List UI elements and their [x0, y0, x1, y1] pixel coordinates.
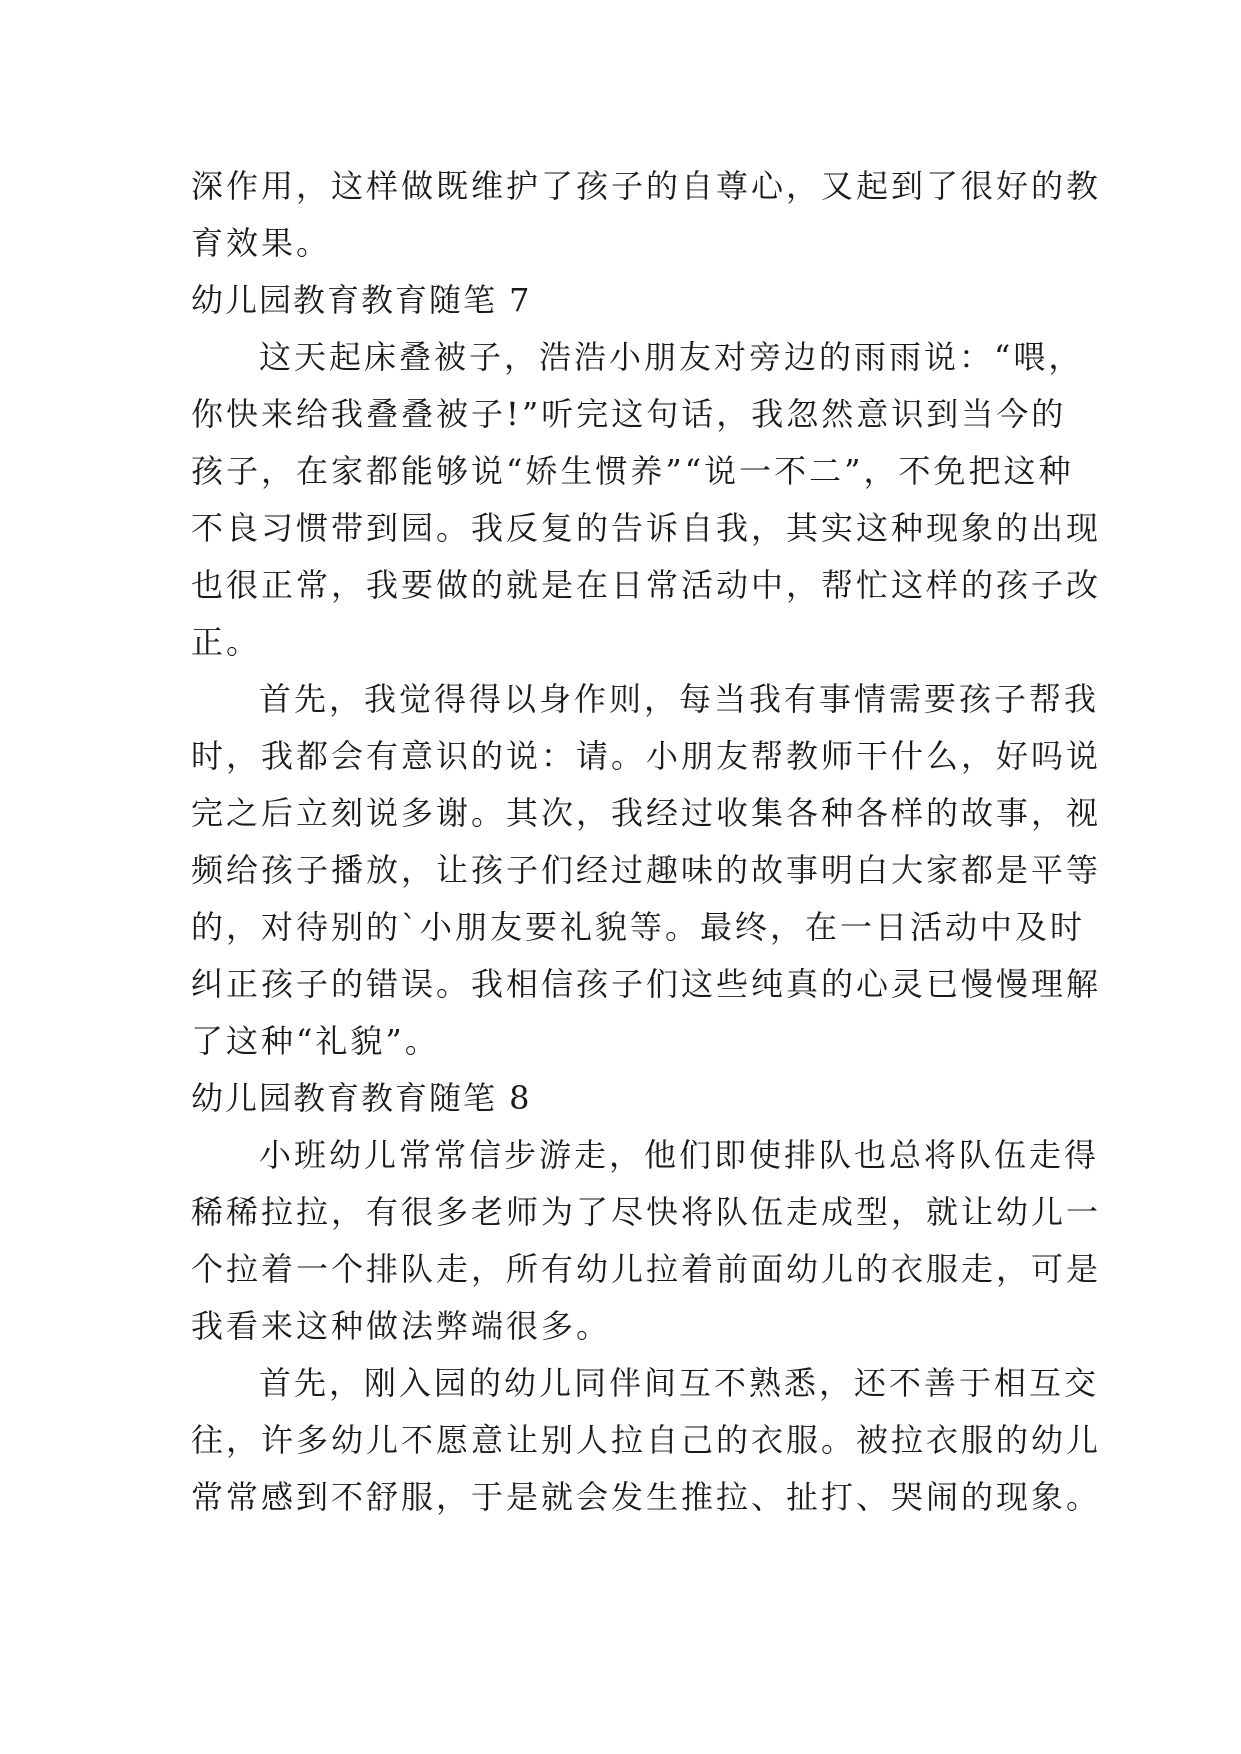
text-line: 时，我都会有意识的说：请。小朋友帮教师干什么，好吗说: [191, 737, 1102, 775]
text-line: 频给孩子播放，让孩子们经过趣味的故事明白大家都是平等: [191, 851, 1102, 889]
text-line: 首先，刚入园的幼儿同伴间互不熟悉，还不善于相互交: [259, 1364, 1100, 1402]
text-line: 的，对待别的`小朋友要礼貌等。最终，在一日活动中及时: [191, 908, 1086, 946]
text-line: 也很正常，我要做的就是在日常活动中，帮忙这样的孩子改: [191, 566, 1102, 604]
text-line: 常常感到不舒服，于是就会发生推拉、扯打、哭闹的现象。: [191, 1478, 1102, 1516]
text-line: 稀稀拉拉，有很多老师为了尽快将队伍走成型，就让幼儿一: [191, 1193, 1102, 1231]
text-line: 孩子，在家都能够说“娇生惯养”“说一不二”，不免把这种: [191, 452, 1074, 490]
text-line: 正。: [191, 623, 262, 661]
text-line: 往，许多幼儿不愿意让别人拉自己的衣服。被拉衣服的幼儿: [191, 1421, 1102, 1459]
text-line: 深作用，这样做既维护了孩子的自尊心，又起到了很好的教: [191, 167, 1102, 205]
text-line: 纠正孩子的错误。我相信孩子们这些纯真的心灵已慢慢理解: [191, 965, 1102, 1003]
text-line: 育效果。: [191, 224, 332, 262]
text-line: 你快来给我叠叠被子!”听完这句话，我忽然意识到当今的: [191, 395, 1067, 433]
text-line: 首先，我觉得得以身作则，每当我有事情需要孩子帮我: [259, 680, 1100, 718]
section-heading: 幼儿园教育教育随笔 8: [191, 1079, 532, 1117]
text-line: 我看来这种做法弊端很多。: [191, 1307, 612, 1345]
text-line: 完之后立刻说多谢。其次，我经过收集各种各样的故事，视: [191, 794, 1102, 832]
text-line: 了这种“礼貌”。: [191, 1022, 440, 1060]
section-heading: 幼儿园教育教育随笔 7: [191, 281, 532, 319]
document-body: [191, 158, 1102, 1526]
text-line: 个拉着一个排队走，所有幼儿拉着前面幼儿的衣服走，可是: [191, 1250, 1102, 1288]
text-line: 不良习惯带到园。我反复的告诉自我，其实这种现象的出现: [191, 509, 1102, 547]
text-line: 小班幼儿常常信步游走，他们即使排队也总将队伍走得: [259, 1136, 1100, 1174]
text-line: 这天起床叠被子，浩浩小朋友对旁边的雨雨说：“喂，: [259, 338, 1084, 376]
